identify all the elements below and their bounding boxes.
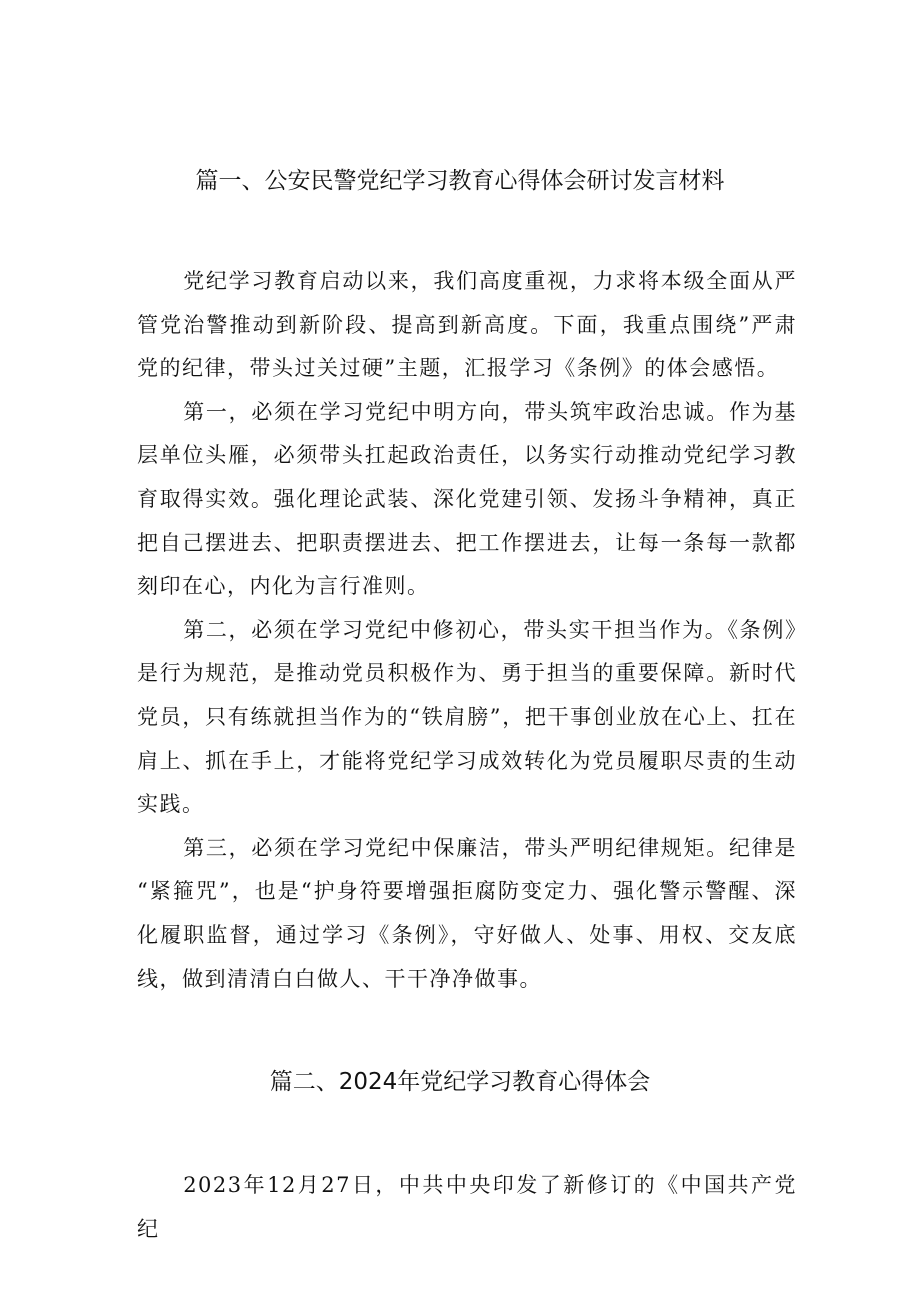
section-1-paragraph-4: 第三，必须在学习党纪中保廉洁，带头严明纪律规矩。纪律是“紧箍咒”，也是“护身符要增强拒腐防变定力、强化警示警醒、深化履职监督，通过学习《条例》，守好做人、处事、用权、交友底线，做到清清白白做人、干干净净做事。 [137,835,797,991]
section-2-body [137,1164,797,1251]
section-1-paragraph-1: 党纪学习教育启动以来，我们高度重视，力求将本级全面从严管党治警推动到新阶段、提高到新高度。下面，我重点围绕”严肃党的纪律，带头过关过硬”主题，汇报学习《条例》的体会感悟。 [137,269,797,381]
section-1-paragraph-3: 第二，必须在学习党纪中修初心，带头实干担当作为。《条例》是行为规范，是推动党员积极作为、勇于担当的重要保障。新时代党员，只有练就担当作为的“铁肩膀”，把干事创业放在心上、扛在肩上、抓在手上，才能将党纪学习成效转化为党员履职尽责的生动实践。 [137,617,797,817]
section-1-title: 篇一、公安民警党纪学习教育心得体会研讨发言材料 [195,168,725,194]
section-2-paragraph-1: 2023年12月27日，中共中央印发了新修订的《中国共产党纪 [137,1173,797,1241]
section-1-body [137,260,797,1001]
section-1-paragraph-2: 第一，必须在学习党纪中明方向，带头筑牢政治忠诚。作为基层单位头雁，必须带头扛起政治责任，以务实行动推动党纪学习教育取得实效。强化理论武装、深化党建引领、发扬斗争精神，真正把自己摆进去、把职责摆进去、把工作摆进去，让每一条每一款都刻印在心，内化为言行准则。 [137,399,797,599]
section-2-title: 篇二、2024年党纪学习教育心得体会 [269,1069,651,1095]
